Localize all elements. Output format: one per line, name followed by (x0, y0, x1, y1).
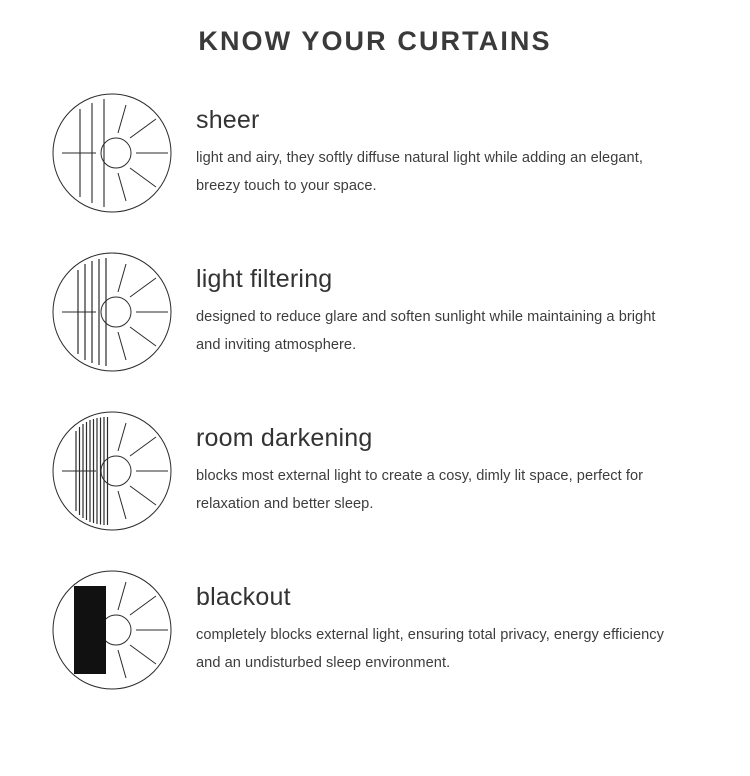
list-item (0, 250, 750, 374)
list-item-text (196, 568, 726, 677)
list-item-text (196, 91, 726, 200)
list-item-description: designed to reduce glare and soften sunlight while maintaining a bright and inviting atmosphere. (196, 308, 656, 353)
sun-through-room-darkening-curtain-icon (50, 409, 174, 533)
list-item (0, 91, 750, 215)
sun-through-sheer-curtain-icon (50, 91, 174, 215)
sun-through-light-filtering-curtain-icon (50, 250, 174, 374)
list-item-description: blocks most external light to create a cosy, dimly lit space, perfect for relaxation and better sleep. (196, 467, 644, 512)
list-item-title: light filtering (196, 265, 333, 293)
list-item-title: room darkening (196, 424, 373, 452)
list-item-description: light and airy, they softly diffuse natural light while adding an elegant, breezy touch to your space. (196, 149, 643, 194)
infographic-page (0, 26, 750, 776)
curtain-type-list (0, 91, 750, 692)
page-title: KNOW YOUR CURTAINS (198, 26, 552, 56)
list-item-text (196, 250, 726, 359)
list-item-title: sheer (196, 106, 260, 134)
list-item-description: completely blocks external light, ensuring total privacy, energy efficiency and an undisturbed sleep environment. (196, 626, 665, 671)
list-item-text (196, 409, 726, 518)
sun-blocked-by-blackout-curtain-icon (50, 568, 174, 692)
list-item-title: blackout (196, 583, 291, 611)
list-item (0, 409, 750, 533)
list-item (0, 568, 750, 692)
